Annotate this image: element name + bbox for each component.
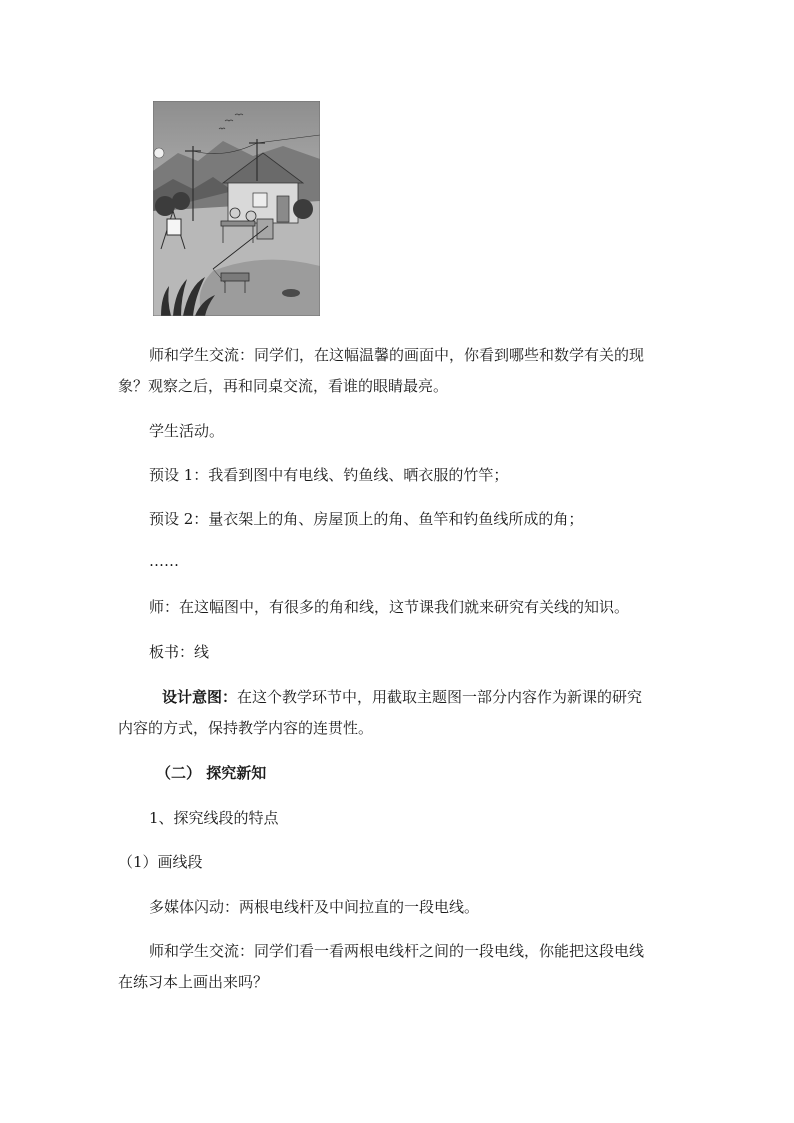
- paragraph-preset-1: 预设 1：我看到图中有电线、钓鱼线、晒衣服的竹竿；: [149, 466, 509, 484]
- paragraph-design-intent-line1: [118, 687, 722, 707]
- stone: [282, 289, 300, 297]
- subheading-draw-segment: （1）画线段: [118, 853, 203, 871]
- paragraph-design-intent-line2: 内容的方式，保持教学内容的连贯性。: [118, 719, 374, 737]
- paragraph-student-activity: 学生活动。: [149, 422, 225, 440]
- sun: [154, 148, 164, 158]
- design-intent-label: 设计意图：: [162, 688, 238, 706]
- paragraph-blackboard: 板书：线: [149, 643, 210, 661]
- theme-illustration: [153, 101, 320, 316]
- paragraph-preset-2: 预设 2：量衣架上的角、房屋顶上的角、鱼竿和钓鱼线所成的角；: [149, 510, 584, 528]
- section-heading: （二） 探究新知: [156, 764, 267, 782]
- paragraph-question-line2: 在练习本上画出来吗？: [118, 973, 269, 991]
- paragraph-ellipsis: ……: [149, 552, 179, 570]
- paragraph-teacher-summary: 师：在这幅图中，有很多的角和线，这节课我们就来研究有关线的知识。: [149, 598, 630, 616]
- design-intent-text: 在这个教学环节中，用截取主题图一部分内容作为新课的研究: [237, 688, 643, 706]
- paragraph-multimedia: 多媒体闪动：两根电线杆及中间拉直的一段电线。: [149, 898, 480, 916]
- paragraph-teacher-student-line2: 象？观察之后，再和同桌交流，看谁的眼睛最亮。: [118, 377, 449, 395]
- subheading-segment-features: 1、探究线段的特点: [149, 809, 279, 827]
- paragraph-question-line1: 师和学生交流：同学们看一看两根电线杆之间的一段电线，你能把这段电线: [149, 942, 645, 960]
- paragraph-teacher-student-line1: 师和学生交流：同学们，在这幅温馨的画面中，你看到哪些和数学有关的现: [149, 346, 645, 364]
